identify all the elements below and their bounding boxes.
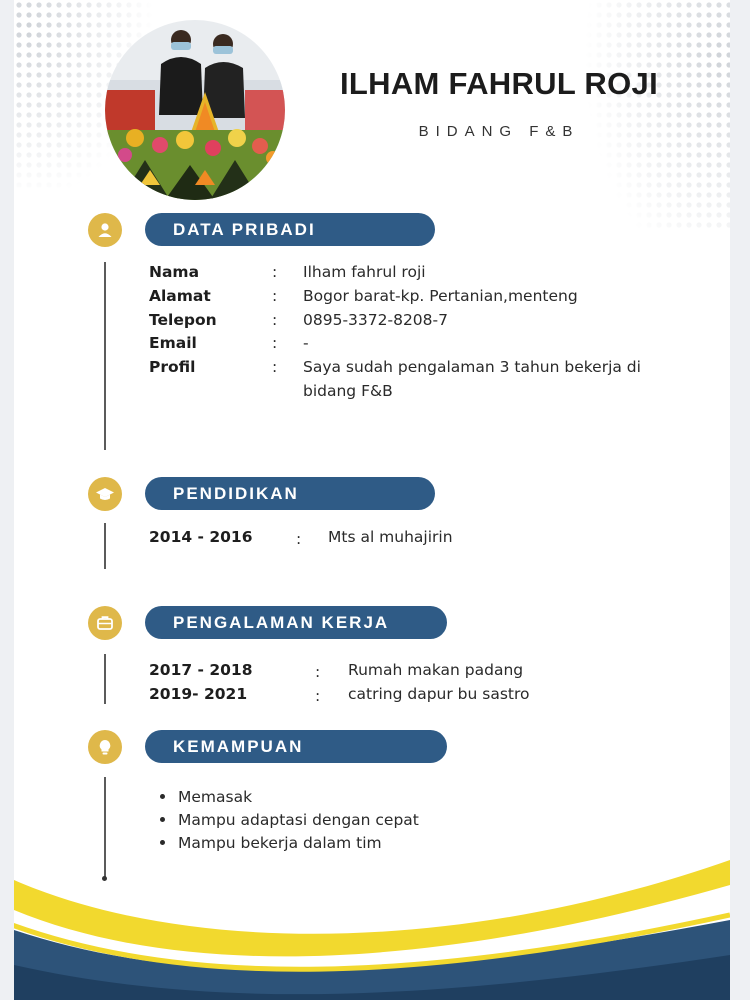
section-icon-skills: [88, 730, 122, 764]
section-icon-personal: [88, 213, 122, 247]
separator: :: [272, 287, 278, 305]
personal-row-email: Email: [149, 334, 197, 352]
bullet: [160, 840, 165, 845]
education-period: 2014 - 2016: [149, 528, 253, 546]
separator: :: [272, 358, 278, 376]
separator: :: [296, 530, 302, 548]
personal-row-phone: Telepon: [149, 311, 217, 329]
timeline-line-personal: [104, 262, 106, 450]
user-icon: [96, 221, 114, 239]
separator: :: [272, 311, 278, 329]
experience-place-1: Rumah makan padang: [348, 661, 524, 679]
list-item: Mampu adaptasi dengan cepat: [160, 808, 419, 831]
profile-photo-illustration: [105, 20, 285, 200]
bullet: [160, 794, 165, 799]
experience-period-2: 2019- 2021: [149, 685, 248, 703]
section-title-education: PENDIDIKAN: [145, 477, 435, 510]
skills-list: [160, 785, 419, 854]
separator: :: [315, 687, 321, 705]
experience-period-1: 2017 - 2018: [149, 661, 253, 679]
personal-value-profile-line-2: bidang F&B: [303, 382, 393, 400]
section-title-skills: KEMAMPUAN: [145, 730, 447, 763]
separator: :: [272, 263, 278, 281]
bullet: [160, 817, 165, 822]
section-icon-experience: [88, 606, 122, 640]
footer-wave-decoration: [14, 860, 730, 1000]
profile-photo: [105, 20, 285, 200]
personal-row-address: Alamat: [149, 287, 211, 305]
timeline-line-experience: [104, 654, 106, 704]
personal-value-phone: 0895-3372-8208-7: [303, 311, 448, 329]
section-title-personal: DATA PRIBADI: [145, 213, 435, 246]
halftone-right-decoration: [584, 0, 730, 230]
resume-sheet: [14, 0, 730, 1000]
education-school: Mts al muhajirin: [328, 528, 453, 546]
section-icon-education: [88, 477, 122, 511]
section-title-experience: PENGALAMAN KERJA: [145, 606, 447, 639]
list-item: Mampu bekerja dalam tim: [160, 831, 419, 854]
briefcase-icon: [96, 614, 114, 632]
personal-value-email: -: [303, 334, 309, 352]
personal-row-name: Nama: [149, 263, 200, 281]
personal-value-profile-line-1: Saya sudah pengalaman 3 tahun bekerja di: [303, 358, 641, 376]
candidate-name: ILHAM FAHRUL ROJI: [340, 66, 658, 101]
lightbulb-icon: [96, 738, 114, 756]
personal-value-address: Bogor barat-kp. Pertanian,menteng: [303, 287, 578, 305]
separator: :: [315, 663, 321, 681]
graduation-cap-icon: [95, 485, 115, 503]
timeline-line-education: [104, 523, 106, 569]
experience-place-2: catring dapur bu sastro: [348, 685, 530, 703]
personal-value-name: Ilham fahrul roji: [303, 263, 426, 281]
list-item: Memasak: [160, 785, 419, 808]
candidate-role: BIDANG F&B: [418, 123, 580, 140]
separator: :: [272, 334, 278, 352]
personal-row-profile: Profil: [149, 358, 196, 376]
